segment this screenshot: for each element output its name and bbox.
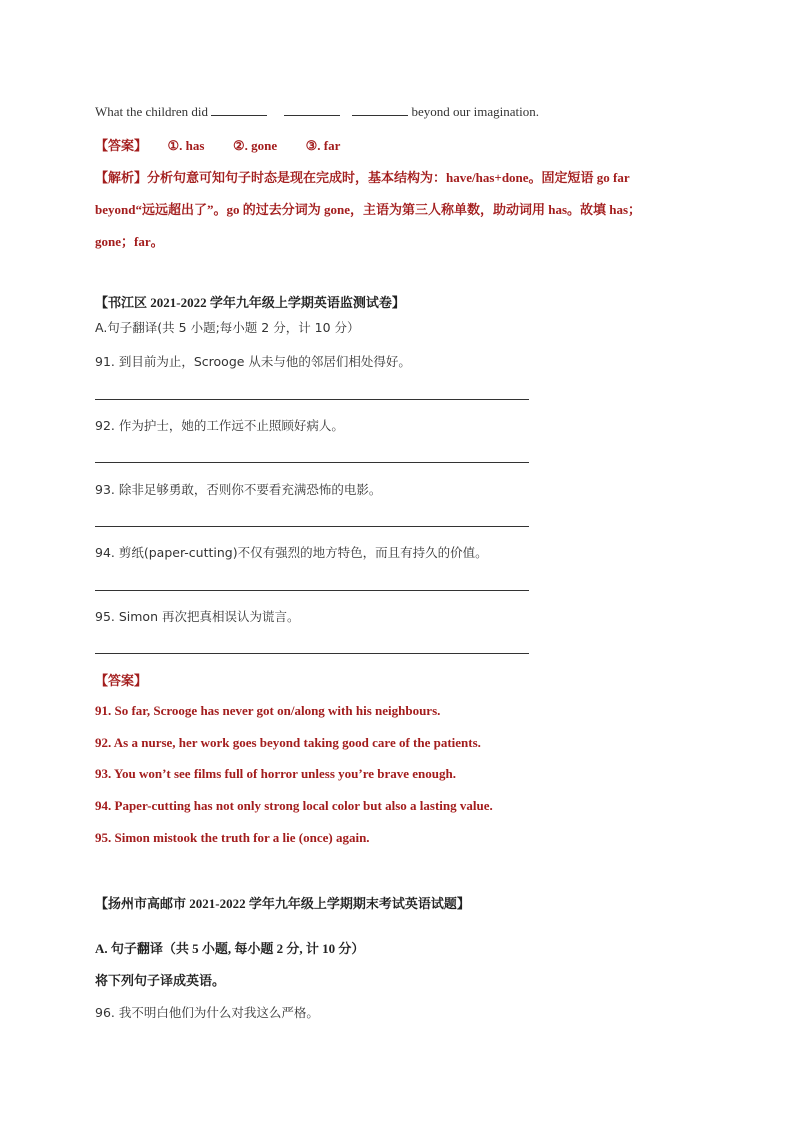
answer-line-91[interactable] xyxy=(95,399,529,400)
answer-92: 92. As a nurse, her work goes beyond taking good care of the patients. xyxy=(95,735,481,750)
section2-subheading: A. 句子翻译（共 5 小题, 每小题 2 分, 计 10 分） xyxy=(95,941,365,956)
analysis-line-2: beyond“远远超出了”。go 的过去分词为 gone，主语为第三人称单数，助动词用 has。故填 has； xyxy=(95,202,642,217)
analysis-line-3: gone；far。 xyxy=(95,234,164,249)
section1-subheading: A.句子翻译(共 5 小题;每小题 2 分，计 10 分） xyxy=(95,320,360,335)
answer-91: 91. So far, Scrooge has never got on/along with his neighbours. xyxy=(95,703,441,718)
question-93: 93. 除非足够勇敢，否则你不要看充满恐怖的电影。 xyxy=(95,482,382,497)
intro-sentence xyxy=(95,103,539,120)
question-92: 92. 作为护士，她的工作远不止照顾好病人。 xyxy=(95,418,344,433)
section2-heading: 【扬州市高邮市 2021-2022 学年九年级上学期期末考试英语试题】 xyxy=(95,896,470,911)
answer-line-92[interactable] xyxy=(95,462,529,463)
answer-93: 93. You won’t see films full of horror unless you’re brave enough. xyxy=(95,766,456,781)
answer-blank-2[interactable] xyxy=(284,103,340,116)
question-96: 96. 我不明白他们为什么对我这么严格。 xyxy=(95,1005,319,1020)
section1-heading: 【邗江区 2021-2022 学年九年级上学期英语监测试卷】 xyxy=(95,295,405,310)
answer-line-93[interactable] xyxy=(95,526,529,527)
question-95: 95. Simon 再次把真相误认为谎言。 xyxy=(95,609,300,624)
intro-after: beyond our imagination. xyxy=(411,104,539,119)
question-94: 94. 剪纸(paper-cutting)不仅有强烈的地方特色，而且有持久的价值。 xyxy=(95,545,488,560)
answer-line-95[interactable] xyxy=(95,653,529,654)
answer-blank-3[interactable] xyxy=(352,103,408,116)
section2-instruction: 将下列句子译成英语。 xyxy=(95,973,226,988)
answer-1: ①. has xyxy=(167,138,205,153)
answer-94: 94. Paper-cutting has not only strong local color but also a lasting value. xyxy=(95,798,493,813)
answer-95: 95. Simon mistook the truth for a lie (once) again. xyxy=(95,830,370,845)
analysis-line-1: 【解析】分析句意可知句子时态是现在完成时，基本结构为：have/has+done。固定短语 go far xyxy=(95,170,630,185)
answer-blank-1[interactable] xyxy=(211,103,267,116)
question-91: 91. 到目前为止，Scrooge 从未与他的邻居们相处得好。 xyxy=(95,354,411,369)
section1-answer-tag: 【答案】 xyxy=(95,673,148,688)
answer-tag: 【答案】 xyxy=(95,138,148,153)
answer-2: ②. gone xyxy=(232,138,278,153)
answer-row xyxy=(95,135,340,154)
answer-line-94[interactable] xyxy=(95,590,529,591)
answer-3: ③. far xyxy=(305,138,341,153)
intro-before: What the children did xyxy=(95,104,208,119)
analysis-tag: 【解析】 xyxy=(95,170,148,185)
